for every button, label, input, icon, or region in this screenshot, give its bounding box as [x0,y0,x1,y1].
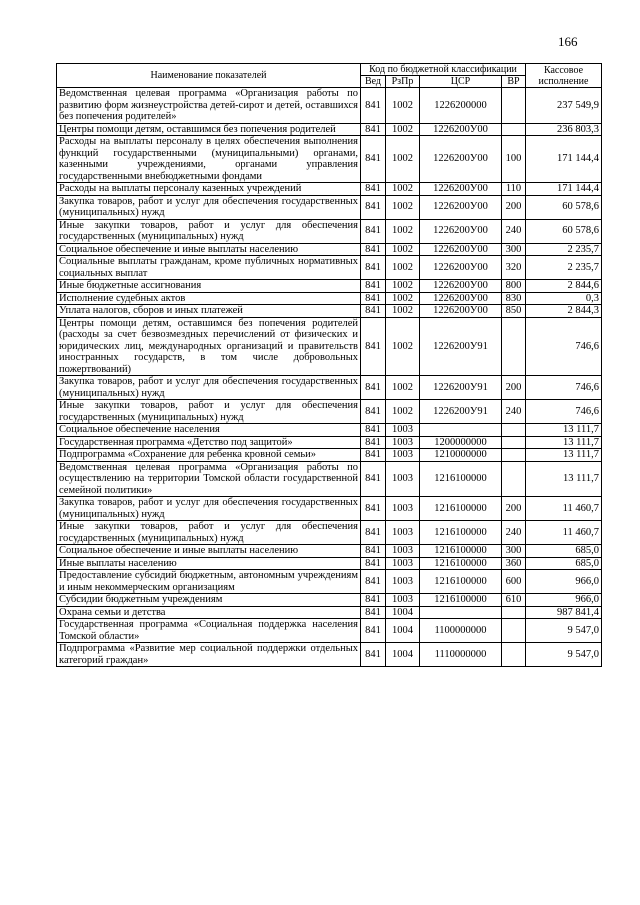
row-rzpr-cell: 1002 [386,317,420,376]
row-rzpr-cell: 1004 [386,619,420,643]
row-amount-cell: 0,3 [526,292,602,305]
table-row [57,545,602,558]
row-amount-cell: 236 803,3 [526,123,602,136]
row-rzpr-cell: 1003 [386,461,420,497]
row-name-cell: Государственная программа «Социальная поддержка населения Томской области» [57,619,361,643]
row-name-cell: Социальное обеспечение и иные выплаты населению [57,545,361,558]
row-rzpr-cell: 1002 [386,280,420,293]
row-vr-cell [502,424,526,437]
row-csr-cell [420,424,502,437]
row-csr-cell: 1210000000 [420,449,502,462]
row-vr-cell: 240 [502,521,526,545]
table-row [57,280,602,293]
row-rzpr-cell: 1002 [386,305,420,318]
row-csr-cell: 1216100000 [420,545,502,558]
row-ved-cell: 841 [361,570,386,594]
row-rzpr-cell: 1002 [386,219,420,243]
row-name-cell: Ведомственная целевая программа «Организация работы по развитию форм жизнеустройства детей-сирот и детей, оставшихся без попечения родителей» [57,88,361,124]
row-vr-cell [502,123,526,136]
row-ved-cell: 841 [361,219,386,243]
row-name-cell: Иные закупки товаров, работ и услуг для обеспечения государственных (муниципальных) нужд [57,400,361,424]
table-row [57,497,602,521]
row-name-cell: Закупка товаров, работ и услуг для обеспечения государственных (муниципальных) нужд [57,195,361,219]
row-vr-cell: 300 [502,243,526,256]
row-vr-cell: 240 [502,219,526,243]
table-header-row [57,64,602,76]
row-vr-cell: 300 [502,545,526,558]
row-vr-cell: 800 [502,280,526,293]
table-row [57,619,602,643]
row-name-cell: Социальные выплаты гражданам, кроме публичных нормативных социальных выплат [57,256,361,280]
row-amount-cell: 171 144,4 [526,183,602,196]
table-row [57,123,602,136]
row-csr-cell: 1226200У00 [420,195,502,219]
row-csr-cell: 1226200У00 [420,280,502,293]
row-name-cell: Центры помощи детям, оставшимся без попечения родителей (расходы за счет безвозмездных перечислений от физических и юридических лиц, международных организаций и правительств иностранных государств, в том числе добровольных пожертвований) [57,317,361,376]
table-row [57,317,602,376]
row-rzpr-cell: 1002 [386,123,420,136]
row-csr-cell: 1216100000 [420,594,502,607]
row-csr-cell: 1200000000 [420,436,502,449]
row-amount-cell: 966,0 [526,594,602,607]
row-ved-cell: 841 [361,449,386,462]
row-name-cell: Закупка товаров, работ и услуг для обеспечения государственных (муниципальных) нужд [57,497,361,521]
row-amount-cell: 685,0 [526,557,602,570]
row-ved-cell: 841 [361,557,386,570]
row-amount-cell: 9 547,0 [526,643,602,667]
row-rzpr-cell: 1002 [386,88,420,124]
row-csr-cell: 1226200У00 [420,256,502,280]
row-ved-cell: 841 [361,305,386,318]
row-amount-cell: 746,6 [526,400,602,424]
row-rzpr-cell: 1002 [386,376,420,400]
row-csr-cell: 1110000000 [420,643,502,667]
row-ved-cell: 841 [361,545,386,558]
row-amount-cell: 2 235,7 [526,243,602,256]
table-row [57,594,602,607]
row-rzpr-cell: 1004 [386,643,420,667]
row-csr-cell: 1226200000 [420,88,502,124]
row-vr-cell: 240 [502,400,526,424]
budget-execution-table [56,63,602,667]
row-name-cell: Социальное обеспечение и иные выплаты населению [57,243,361,256]
row-csr-cell: 1226200У00 [420,292,502,305]
table-row [57,424,602,437]
row-rzpr-cell: 1003 [386,497,420,521]
row-amount-cell: 237 549,9 [526,88,602,124]
row-amount-cell: 60 578,6 [526,219,602,243]
row-vr-cell [502,436,526,449]
row-csr-cell: 1100000000 [420,619,502,643]
row-rzpr-cell: 1002 [386,400,420,424]
row-vr-cell: 600 [502,570,526,594]
row-rzpr-cell: 1002 [386,243,420,256]
row-csr-cell: 1226200У00 [420,136,502,183]
table-row [57,305,602,318]
row-vr-cell: 360 [502,557,526,570]
table-row [57,436,602,449]
page-number: 166 [558,34,578,49]
row-vr-cell [502,449,526,462]
header-vr: ВР [502,76,526,88]
row-csr-cell: 1216100000 [420,570,502,594]
row-name-cell: Ведомственная целевая программа «Организация работы по осуществлению на территории Томской области государственной семейной политики» [57,461,361,497]
row-csr-cell: 1226200У91 [420,317,502,376]
table-row [57,461,602,497]
row-ved-cell: 841 [361,436,386,449]
row-vr-cell [502,619,526,643]
table-row [57,88,602,124]
header-ved: Вед [361,76,386,88]
row-amount-cell: 13 111,7 [526,449,602,462]
row-ved-cell: 841 [361,619,386,643]
row-ved-cell: 841 [361,292,386,305]
row-name-cell: Расходы на выплаты персоналу в целях обеспечения выполнения функций государственными (муниципальными) органами, казенными учреждениями, органами управления государственными внебюджетными фондами [57,136,361,183]
row-csr-cell: 1226200У00 [420,219,502,243]
row-vr-cell: 610 [502,594,526,607]
row-ved-cell: 841 [361,461,386,497]
row-amount-cell: 11 460,7 [526,497,602,521]
row-amount-cell: 746,6 [526,376,602,400]
row-name-cell: Предоставление субсидий бюджетным, автономным учреждениям и иным некоммерческим организациям [57,570,361,594]
row-vr-cell: 830 [502,292,526,305]
row-vr-cell: 200 [502,195,526,219]
row-vr-cell [502,317,526,376]
row-rzpr-cell: 1003 [386,557,420,570]
row-ved-cell: 841 [361,136,386,183]
row-vr-cell [502,643,526,667]
row-ved-cell: 841 [361,376,386,400]
table-row [57,256,602,280]
row-vr-cell: 200 [502,376,526,400]
row-rzpr-cell: 1003 [386,570,420,594]
row-ved-cell: 841 [361,400,386,424]
header-rzpr: РзПр [386,76,420,88]
row-ved-cell: 841 [361,256,386,280]
row-amount-cell: 746,6 [526,317,602,376]
row-name-cell: Уплата налогов, сборов и иных платежей [57,305,361,318]
row-ved-cell: 841 [361,424,386,437]
row-vr-cell [502,88,526,124]
table-row [57,570,602,594]
row-name-cell: Государственная программа «Детство под защитой» [57,436,361,449]
table-row [57,376,602,400]
row-name-cell: Иные выплаты населению [57,557,361,570]
row-ved-cell: 841 [361,280,386,293]
row-csr-cell: 1226200У91 [420,400,502,424]
row-name-cell: Субсидии бюджетным учреждениям [57,594,361,607]
table-row [57,195,602,219]
row-ved-cell: 841 [361,243,386,256]
row-ved-cell: 841 [361,497,386,521]
row-ved-cell: 841 [361,606,386,619]
row-vr-cell [502,606,526,619]
header-code-group: Код по бюджетной классификации [361,64,526,76]
row-csr-cell: 1226200У91 [420,376,502,400]
row-rzpr-cell: 1002 [386,195,420,219]
row-name-cell: Иные бюджетные ассигнования [57,280,361,293]
row-amount-cell: 987 841,4 [526,606,602,619]
row-amount-cell: 11 460,7 [526,521,602,545]
row-name-cell: Иные закупки товаров, работ и услуг для обеспечения государственных (муниципальных) нужд [57,219,361,243]
row-ved-cell: 841 [361,195,386,219]
row-name-cell: Закупка товаров, работ и услуг для обеспечения государственных (муниципальных) нужд [57,376,361,400]
row-amount-cell: 2 844,6 [526,280,602,293]
row-rzpr-cell: 1003 [386,449,420,462]
row-csr-cell: 1226200У00 [420,183,502,196]
row-vr-cell: 100 [502,136,526,183]
row-name-cell: Иные закупки товаров, работ и услуг для обеспечения государственных (муниципальных) нужд [57,521,361,545]
row-rzpr-cell: 1002 [386,183,420,196]
row-rzpr-cell: 1003 [386,436,420,449]
row-name-cell: Социальное обеспечение населения [57,424,361,437]
row-ved-cell: 841 [361,643,386,667]
header-name: Наименование показателей [57,64,361,88]
row-ved-cell: 841 [361,123,386,136]
row-name-cell: Подпрограмма «Сохранение для ребенка кровной семьи» [57,449,361,462]
row-name-cell: Центры помощи детям, оставшимся без попечения родителей [57,123,361,136]
row-amount-cell: 60 578,6 [526,195,602,219]
row-amount-cell: 171 144,4 [526,136,602,183]
table-row [57,400,602,424]
row-vr-cell: 850 [502,305,526,318]
row-ved-cell: 841 [361,521,386,545]
row-amount-cell: 9 547,0 [526,619,602,643]
table-row [57,521,602,545]
row-ved-cell: 841 [361,88,386,124]
row-ved-cell: 841 [361,183,386,196]
row-csr-cell: 1216100000 [420,497,502,521]
row-rzpr-cell: 1003 [386,521,420,545]
row-vr-cell: 320 [502,256,526,280]
row-rzpr-cell: 1003 [386,545,420,558]
row-vr-cell: 110 [502,183,526,196]
row-amount-cell: 685,0 [526,545,602,558]
row-amount-cell: 13 111,7 [526,424,602,437]
row-rzpr-cell: 1003 [386,594,420,607]
table-row [57,449,602,462]
row-amount-cell: 13 111,7 [526,436,602,449]
header-cash-execution: Кассовое исполнение [526,64,602,88]
header-csr: ЦСР [420,76,502,88]
table-row [57,243,602,256]
row-vr-cell: 200 [502,497,526,521]
row-csr-cell: 1226200У00 [420,123,502,136]
row-name-cell: Охрана семьи и детства [57,606,361,619]
table-row [57,219,602,243]
row-csr-cell: 1226200У00 [420,243,502,256]
row-ved-cell: 841 [361,317,386,376]
table-row [57,557,602,570]
row-ved-cell: 841 [361,594,386,607]
row-rzpr-cell: 1002 [386,136,420,183]
table-row [57,606,602,619]
row-rzpr-cell: 1002 [386,292,420,305]
row-amount-cell: 2 235,7 [526,256,602,280]
row-amount-cell: 13 111,7 [526,461,602,497]
table-row [57,136,602,183]
row-name-cell: Исполнение судебных актов [57,292,361,305]
row-name-cell: Подпрограмма «Развитие мер социальной поддержки отдельных категорий граждан» [57,643,361,667]
row-csr-cell: 1216100000 [420,521,502,545]
table-row [57,643,602,667]
row-csr-cell: 1216100000 [420,461,502,497]
row-rzpr-cell: 1004 [386,606,420,619]
row-vr-cell [502,461,526,497]
row-rzpr-cell: 1002 [386,256,420,280]
row-name-cell: Расходы на выплаты персоналу казенных учреждений [57,183,361,196]
table-body [57,88,602,667]
table-row [57,183,602,196]
row-csr-cell: 1226200У00 [420,305,502,318]
row-csr-cell [420,606,502,619]
row-amount-cell: 2 844,3 [526,305,602,318]
row-amount-cell: 966,0 [526,570,602,594]
row-csr-cell: 1216100000 [420,557,502,570]
row-rzpr-cell: 1003 [386,424,420,437]
table-row [57,292,602,305]
